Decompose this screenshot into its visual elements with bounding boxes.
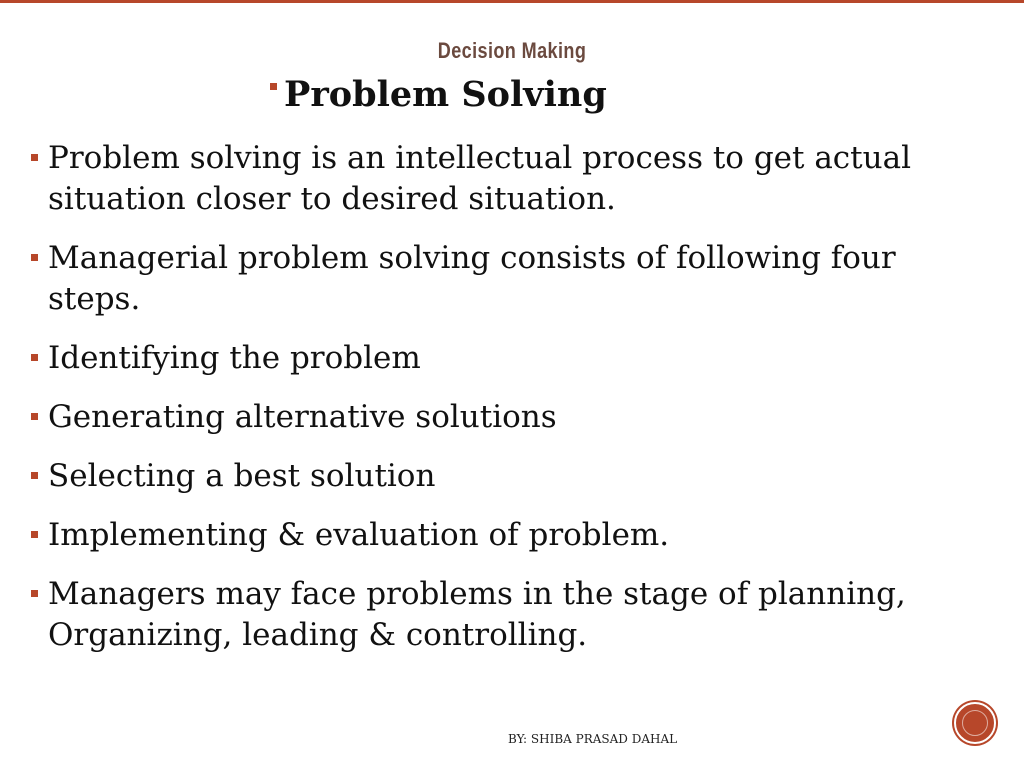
slide-title: Decision Making (437, 38, 587, 63)
bullet-text: Implementing & evaluation of problem. (48, 517, 670, 553)
bullet-item (26, 238, 926, 320)
bullet-text: Generating alternative solutions (48, 399, 557, 435)
bullet-item (26, 515, 926, 556)
slide-subtitle-text: Problem Solving (284, 74, 607, 115)
bullet-item (26, 574, 926, 656)
bullet-text: Managers may face problems in the stage of planning, Organizing, leading & controlling. (48, 576, 906, 653)
bullet-text: Identifying the problem (48, 340, 421, 376)
bullet-item (26, 397, 926, 438)
bullet-text: Managerial problem solving consists of following four steps. (48, 240, 896, 317)
bullet-item (26, 138, 926, 220)
footer-author: BY: SHIBA PRASAD DAHAL (508, 732, 678, 746)
square-bullet-icon (31, 154, 38, 161)
square-bullet-icon (31, 472, 38, 479)
bullet-list (26, 138, 926, 674)
bullet-item (26, 456, 926, 497)
square-bullet-icon (31, 531, 38, 538)
square-bullet-icon (31, 354, 38, 361)
accent-bar (0, 0, 1024, 3)
square-bullet-icon (270, 83, 277, 90)
bullet-text: Problem solving is an intellectual process to get actual situation closer to desired situation. (48, 140, 911, 217)
bullet-text: Selecting a best solution (48, 458, 436, 494)
square-bullet-icon (31, 413, 38, 420)
bullet-item (26, 338, 926, 379)
logo-ring (962, 710, 988, 736)
circle-logo-icon (954, 702, 996, 744)
square-bullet-icon (31, 254, 38, 261)
square-bullet-icon (31, 590, 38, 597)
slide-subtitle (270, 74, 607, 115)
